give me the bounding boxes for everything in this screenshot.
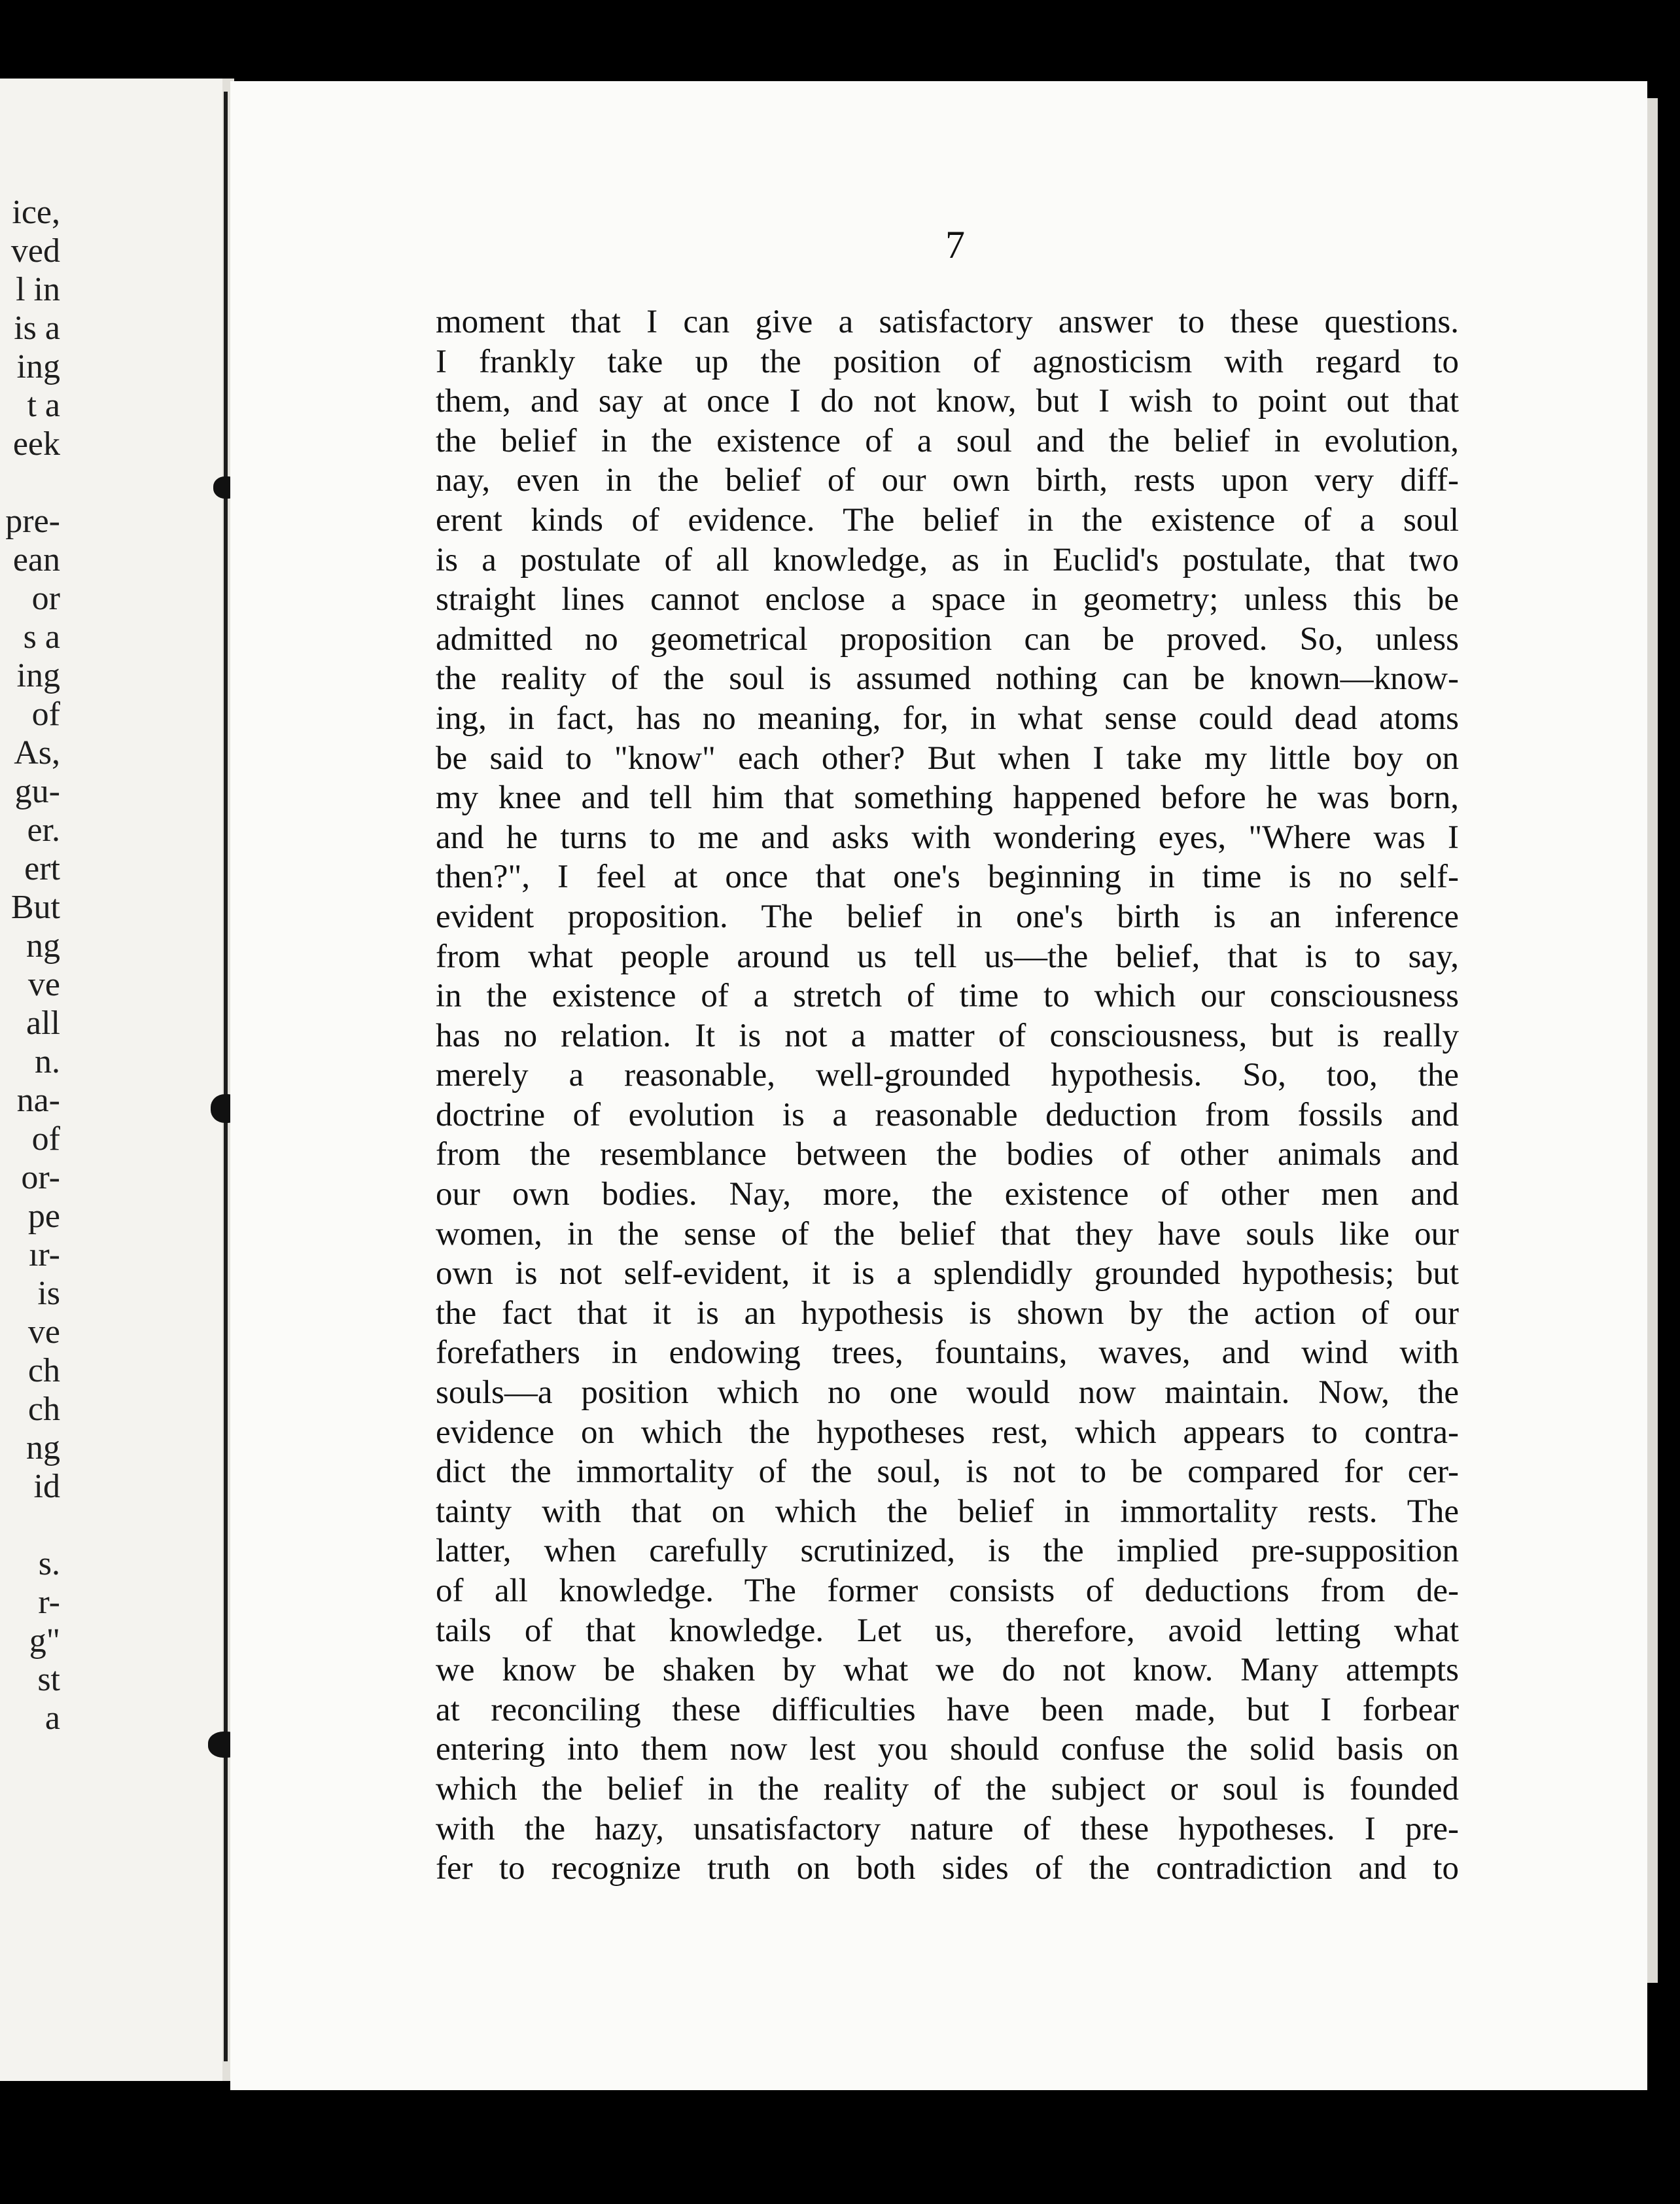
- left-fragment-line: er.: [27, 811, 60, 849]
- text-line: erent kinds of evidence. The belief in the existence of a soul: [436, 501, 1459, 539]
- text-line: of all knowledge. The former consists of deductions from de-: [436, 1573, 1459, 1609]
- left-fragment-line: ng: [26, 1429, 60, 1466]
- left-fragment-line: pre-: [5, 503, 60, 540]
- text-line: at reconciling these difficulties have been made, but I forbear: [436, 1691, 1459, 1728]
- left-fragment-line: st: [37, 1661, 60, 1698]
- left-fragment-line: r-: [38, 1584, 60, 1621]
- left-fragment-line: ert: [24, 850, 60, 887]
- left-fragment-line: ch: [27, 1352, 60, 1389]
- left-fragment-line: of: [31, 696, 60, 733]
- left-fragment-line: all: [26, 1004, 60, 1042]
- text-line: the reality of the soul is assumed nothing can be known—know-: [436, 660, 1459, 698]
- left-fragment-line: g": [29, 1622, 60, 1660]
- left-fragment-line: [0, 463, 60, 502]
- text-line: tails of that knowledge. Let us, therefore, avoid letting what: [436, 1612, 1459, 1649]
- left-fragment-line: ved: [10, 232, 60, 270]
- left-fragment-line: t a: [27, 387, 60, 424]
- text-line: women, in the sense of the belief that they have souls like our: [436, 1215, 1459, 1253]
- left-fragment-line: or: [31, 580, 60, 617]
- left-fragment-line: or-: [21, 1159, 60, 1196]
- left-fragment-line: pe: [27, 1198, 60, 1235]
- text-line: which the belief in the reality of the subject or soul is founded: [436, 1770, 1459, 1807]
- left-fragment-line: ve: [27, 966, 60, 1003]
- left-fragment-line: eek: [12, 425, 60, 463]
- text-line: doctrine of evolution is a reasonable deduction from fossils and: [436, 1096, 1459, 1133]
- text-line: and he turns to me and asks with wondering eyes, "Where was I: [436, 819, 1459, 856]
- left-fragment-line: of: [31, 1120, 60, 1158]
- text-line: ing, in fact, has no meaning, for, in what sense could dead atoms: [436, 700, 1459, 737]
- text-line: in the existence of a stretch of time to which our consciousness: [436, 978, 1459, 1015]
- text-line: from what people around us tell us—the belief, that is to say,: [436, 938, 1459, 975]
- left-fragment-line: [0, 1506, 60, 1544]
- text-line: entering into them now lest you should confuse the solid basis on: [436, 1731, 1459, 1768]
- text-line: evident proposition. The belief in one's birth is an inference: [436, 898, 1459, 935]
- text-line: I frankly take up the position of agnosticism with regard to: [436, 343, 1459, 380]
- left-fragment-line: id: [33, 1468, 60, 1505]
- left-fragment-line: ır-: [28, 1236, 60, 1273]
- text-line: is a postulate of all knowledge, as in Euclid's postulate, that two: [436, 541, 1459, 578]
- left-page-text-fragments: [0, 193, 60, 1737]
- text-line: we know be shaken by what we do not know. Many attempts: [436, 1652, 1459, 1689]
- text-line: from the resemblance between the bodies of other animals and: [436, 1136, 1459, 1173]
- left-fragment-line: gu-: [14, 773, 60, 810]
- text-line: fer to recognize truth on both sides of the contradiction and to: [436, 1850, 1459, 1887]
- left-fragment-line: ean: [12, 541, 60, 578]
- text-line: the fact that it is an hypothesis is shown by the action of our: [436, 1294, 1459, 1332]
- text-line: moment that I can give a satisfactory answer to these questions.: [436, 304, 1459, 340]
- text-line: admitted no geometrical proposition can be proved. So, unless: [436, 620, 1459, 658]
- page-edge: [1647, 98, 1658, 1983]
- text-line: merely a reasonable, well-grounded hypothesis. So, too, the: [436, 1057, 1459, 1094]
- left-fragment-line: is a: [14, 310, 60, 347]
- text-line: with the hazy, unsatisfactory nature of these hypotheses. I pre-: [436, 1810, 1459, 1847]
- left-fragment-line: s.: [38, 1545, 60, 1582]
- left-fragment-line: ing: [16, 657, 60, 694]
- text-line: my knee and tell him that something happened before he was born,: [436, 779, 1459, 817]
- text-line: tainty with that on which the belief in immortality rests. The: [436, 1493, 1459, 1530]
- left-fragment-line: As,: [14, 734, 60, 772]
- page-number: 7: [945, 223, 965, 266]
- text-line: the belief in the existence of a soul and the belief in evolution,: [436, 422, 1459, 459]
- text-line: dict the immortality of the soul, is not to be compared for cer-: [436, 1453, 1459, 1491]
- text-line: straight lines cannot enclose a space in geometry; unless this be: [436, 581, 1459, 618]
- text-line: evidence on which the hypotheses rest, which appears to contra-: [436, 1413, 1459, 1451]
- text-line: own is not self-evident, it is a splendidly grounded hypothesis; but: [436, 1255, 1459, 1292]
- left-fragment-line: l in: [16, 271, 60, 308]
- binding-thread: [224, 92, 228, 2061]
- left-fragment-line: ve: [27, 1313, 60, 1351]
- left-fragment-line: na-: [16, 1082, 60, 1119]
- left-fragment-line: is: [37, 1275, 60, 1312]
- left-fragment-line: ing: [16, 348, 60, 385]
- left-fragment-line: a: [44, 1699, 60, 1737]
- text-line: nay, even in the belief of our own birth, rests upon very diff-: [436, 462, 1459, 499]
- left-fragment-line: n.: [35, 1043, 60, 1080]
- left-fragment-line: ice,: [12, 194, 60, 231]
- text-line: forefathers in endowing trees, fountains, waves, and wind with: [436, 1334, 1459, 1372]
- left-fragment-line: But: [10, 889, 60, 926]
- left-fragment-line: s a: [23, 618, 60, 656]
- left-fragment-line: ng: [26, 927, 60, 965]
- text-line: has no relation. It is not a matter of consciousness, but is really: [436, 1017, 1459, 1054]
- text-line: our own bodies. Nay, more, the existence of other men and: [436, 1176, 1459, 1213]
- text-line: latter, when carefully scrutinized, is the implied pre-supposition: [436, 1533, 1459, 1570]
- text-line: be said to "know" each other? But when I take my little boy on: [436, 739, 1459, 777]
- text-line: souls—a position which no one would now maintain. Now, the: [436, 1374, 1459, 1412]
- text-line: then?", I feel at once that one's beginning in time is no self-: [436, 859, 1459, 896]
- left-fragment-line: ch: [27, 1391, 60, 1428]
- text-line: them, and say at once I do not know, but I wish to point out that: [436, 383, 1459, 420]
- body-text: [436, 302, 1459, 1889]
